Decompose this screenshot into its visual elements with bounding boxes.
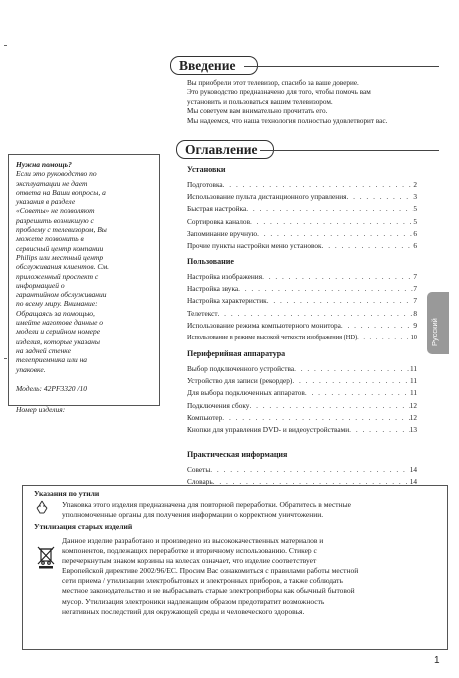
toc-entry-label: Для выбора подключенных аппаратов xyxy=(187,388,305,398)
toc-section-title: Установки xyxy=(187,165,226,174)
toc-entry-label: Подключения сбоку xyxy=(187,400,250,410)
toc-entry xyxy=(187,216,417,228)
recycle-note-text xyxy=(62,500,442,520)
toc-entry-label: Настройка изображения xyxy=(187,272,263,281)
toc-entry-page: 11 xyxy=(409,364,417,373)
note-line: уполномоченные органы для получения информации о корректном уничтожении. xyxy=(62,510,324,519)
toc-entry xyxy=(187,295,417,307)
help-line: телеприемника или на xyxy=(16,355,88,365)
help-line: модели и серийном номере xyxy=(16,327,101,337)
help-line: на задней стенке xyxy=(16,345,71,355)
toc-entry xyxy=(187,464,417,476)
toc-entry-page: 11 xyxy=(409,376,417,386)
help-text xyxy=(16,160,154,414)
toc-leader-dots xyxy=(305,387,410,399)
toc-entry-label: Сортировка каналов xyxy=(187,216,251,226)
help-line: указания в разделе xyxy=(16,197,76,207)
toc-leader-dots xyxy=(223,179,414,191)
intro-line: Это руководство предназначено для того, чтобы помочь вам xyxy=(187,88,371,97)
toc-entry-label: Телетекст xyxy=(187,308,218,318)
help-line: имейте наготове данные о xyxy=(16,318,104,328)
toc-entry-page: 7 xyxy=(413,272,417,281)
intro-line: Мы надеемся, что наша технология полностью удовлетворит вас. xyxy=(187,116,388,125)
toc-leader-dots xyxy=(210,464,409,476)
toc-entry xyxy=(187,375,417,387)
toc-leader-dots xyxy=(267,295,414,307)
toc-entry-label: Устройство для записи (рекордер) xyxy=(187,376,293,386)
heading-rule xyxy=(244,66,439,67)
toc-entry xyxy=(187,387,417,399)
toc-entry xyxy=(187,228,417,240)
toc-entry-page: 9 xyxy=(413,320,417,330)
toc-entry xyxy=(187,412,417,424)
help-line: информацией о xyxy=(16,280,65,290)
toc-entry xyxy=(187,332,417,344)
toc-entry xyxy=(187,191,417,203)
note-line: мусор. Утилизация электроники надлежащим образом предотвратит возможность xyxy=(62,596,325,606)
help-line: можете позвонить в xyxy=(16,234,84,244)
toc-leader-dots xyxy=(292,375,410,387)
toc-entry xyxy=(187,203,417,215)
toc-entry xyxy=(187,308,417,320)
help-line: проблему с телевизором, Вы xyxy=(16,225,107,235)
toc-entry xyxy=(187,271,417,283)
toc-entry-page: 14 xyxy=(409,477,417,487)
toc-entry-label: Компьютер xyxy=(187,412,223,422)
toc-entry-label: Советы xyxy=(187,465,211,474)
toc-section-title: Практическая информация xyxy=(187,450,288,459)
toc-entry-page: 12 xyxy=(409,412,417,422)
toc-leader-dots xyxy=(357,332,410,344)
toc-entry-label: Настройка характеристик xyxy=(187,296,267,306)
crossed-bin-icon xyxy=(36,545,56,569)
toc-entry-label: Прочие пункты настройки меню установок xyxy=(187,240,322,250)
toc-entry-label: Выбор подключенного устройства xyxy=(187,364,295,373)
toc-entry-page: 8 xyxy=(413,308,417,318)
toc-entry-page: 7 xyxy=(413,284,417,294)
note-line: местное законодательство и не выбрасывать старые электроприборы как обычный бытовой xyxy=(62,586,355,596)
help-line: Обращаясь за помощью, xyxy=(16,308,95,318)
toc-entry xyxy=(187,424,417,436)
note-line: компонентов, подлежащих переработке и вторичному использованию. Стикер с xyxy=(62,546,317,556)
note-line: перечеркнутым знаком корзины на колесах означает, что изделие соответствует xyxy=(62,556,317,566)
crop-mark xyxy=(4,45,7,46)
help-line: ответа на Ваши вопросы, а xyxy=(16,187,106,197)
toc-leader-dots xyxy=(322,240,414,252)
toc-entry xyxy=(187,179,417,191)
help-line: эксплуатации не дает xyxy=(16,178,88,188)
note-line: негативных последствий для окружающей среды и человеческого здоровья. xyxy=(62,606,305,616)
toc-entry xyxy=(187,240,417,252)
toc-entry-page: 7 xyxy=(413,296,417,306)
toc-entry-page: 14 xyxy=(409,465,417,474)
toc-entry-label: Запоминание вручную xyxy=(187,228,258,238)
toc-entry-label: Использование режима компьютерного монитора xyxy=(187,320,341,330)
language-tab-label: Русский xyxy=(430,318,439,346)
model-number: Модель: 42PF3320 /10 xyxy=(16,383,87,393)
toc-entry-label: Быстрая настройка xyxy=(187,204,247,214)
intro-line: Мы советуем вам внимательно прочитать его. xyxy=(187,107,328,116)
help-line: изделия, которые указаны xyxy=(16,336,100,346)
help-line: Если это руководство по xyxy=(16,169,97,179)
toc-leader-dots xyxy=(246,203,413,215)
note-line: сети приема / утилизации электробытовых и электронных приборов, а также соблюдать xyxy=(62,576,343,586)
toc-entry-label: Настройка звука xyxy=(187,284,239,294)
toc-entry-label: Использование пульта дистанционного управления xyxy=(187,192,347,202)
note-line: Данное изделие разработано и произведено из высококачественных материалов и xyxy=(62,536,324,545)
heading-rule xyxy=(260,150,439,151)
help-line: «Советы» не позволяют xyxy=(16,206,95,216)
toc-heading: Оглавление xyxy=(176,140,274,159)
toc-entry-page: 6 xyxy=(413,228,417,238)
intro-text xyxy=(187,79,449,126)
help-line: по всему миру. Внимание: xyxy=(16,299,98,309)
serial-number-label: Номер изделия: xyxy=(16,405,66,415)
page-number: 1 xyxy=(434,655,440,666)
toc-leader-dots xyxy=(294,363,410,375)
toc-entry-page: 6 xyxy=(413,240,417,250)
toc-leader-dots xyxy=(262,271,413,283)
toc-leader-dots xyxy=(222,412,409,424)
toc-entry-page: 2 xyxy=(413,180,417,189)
toc-entry-label: Кнопки для управления DVD- и видеоустройствами xyxy=(187,424,350,434)
help-line: приложенный проспект с xyxy=(16,271,99,281)
help-line: обслуживания клиентов. См. xyxy=(16,262,110,272)
toc-section xyxy=(187,165,417,252)
intro-line: установить и пользоваться вашим телевизором. xyxy=(187,97,333,106)
recycle-note-title: Указания по утили xyxy=(34,489,100,498)
recycle-icon xyxy=(34,499,50,515)
disposal-note-text xyxy=(62,536,442,617)
toc-entry-page: 5 xyxy=(413,204,417,214)
toc-leader-dots xyxy=(257,228,413,240)
toc-entry-page: 3 xyxy=(413,192,417,202)
toc-section xyxy=(187,349,417,436)
help-line: разрешить возникшую с xyxy=(16,215,94,225)
toc-entry-label: Словарь xyxy=(187,477,213,487)
help-title: Нужна помощь? xyxy=(16,160,72,169)
toc-leader-dots xyxy=(218,308,414,320)
crop-mark xyxy=(4,358,7,359)
toc-entry-page: 12 xyxy=(409,400,417,410)
toc-entry-label: Использование в режиме высокой четкости изображения (HD) xyxy=(187,333,358,341)
toc-leader-dots xyxy=(238,283,413,295)
toc-leader-dots xyxy=(346,191,413,203)
toc-section-title: Пользование xyxy=(187,257,234,266)
toc-entry xyxy=(187,363,417,375)
toc-entry-page: 5 xyxy=(413,216,417,226)
toc-section-title: Периферийная аппаратура xyxy=(187,349,286,358)
disposal-note-title: Утилизация старых изделий xyxy=(34,522,133,531)
toc-entry-page: 10 xyxy=(410,333,417,341)
toc-entry xyxy=(187,283,417,295)
toc-leader-dots xyxy=(250,216,413,228)
intro-heading: Введение xyxy=(170,56,258,75)
intro-line: Вы приобрели этот телевизор, спасибо за ваше доверие. xyxy=(187,79,359,87)
note-line: Упаковка этого изделия предназначена для повторной переработки. Обратитесь в местные xyxy=(62,500,351,509)
help-line: Philips или местный центр xyxy=(16,252,104,262)
toc-entry-page: 11 xyxy=(409,388,417,398)
toc-leader-dots xyxy=(349,424,410,436)
toc-entry-page: 13 xyxy=(409,424,417,434)
toc-section xyxy=(187,450,417,488)
language-tab xyxy=(427,292,449,354)
toc-entry xyxy=(187,400,417,412)
help-line: сервисный центр компании xyxy=(16,243,104,253)
toc-entry-label: Подготовка xyxy=(187,180,223,189)
toc-leader-dots xyxy=(249,400,409,412)
help-line: упаковке. xyxy=(16,364,46,374)
toc-section xyxy=(187,257,417,344)
toc-leader-dots xyxy=(341,320,413,332)
note-line: Европейской директиве 2002/96/ЕС. Просим Вас ознакомиться с правилами работы местной xyxy=(62,566,359,576)
help-line: гарантийном обслуживании xyxy=(16,290,107,300)
toc-entry xyxy=(187,320,417,332)
